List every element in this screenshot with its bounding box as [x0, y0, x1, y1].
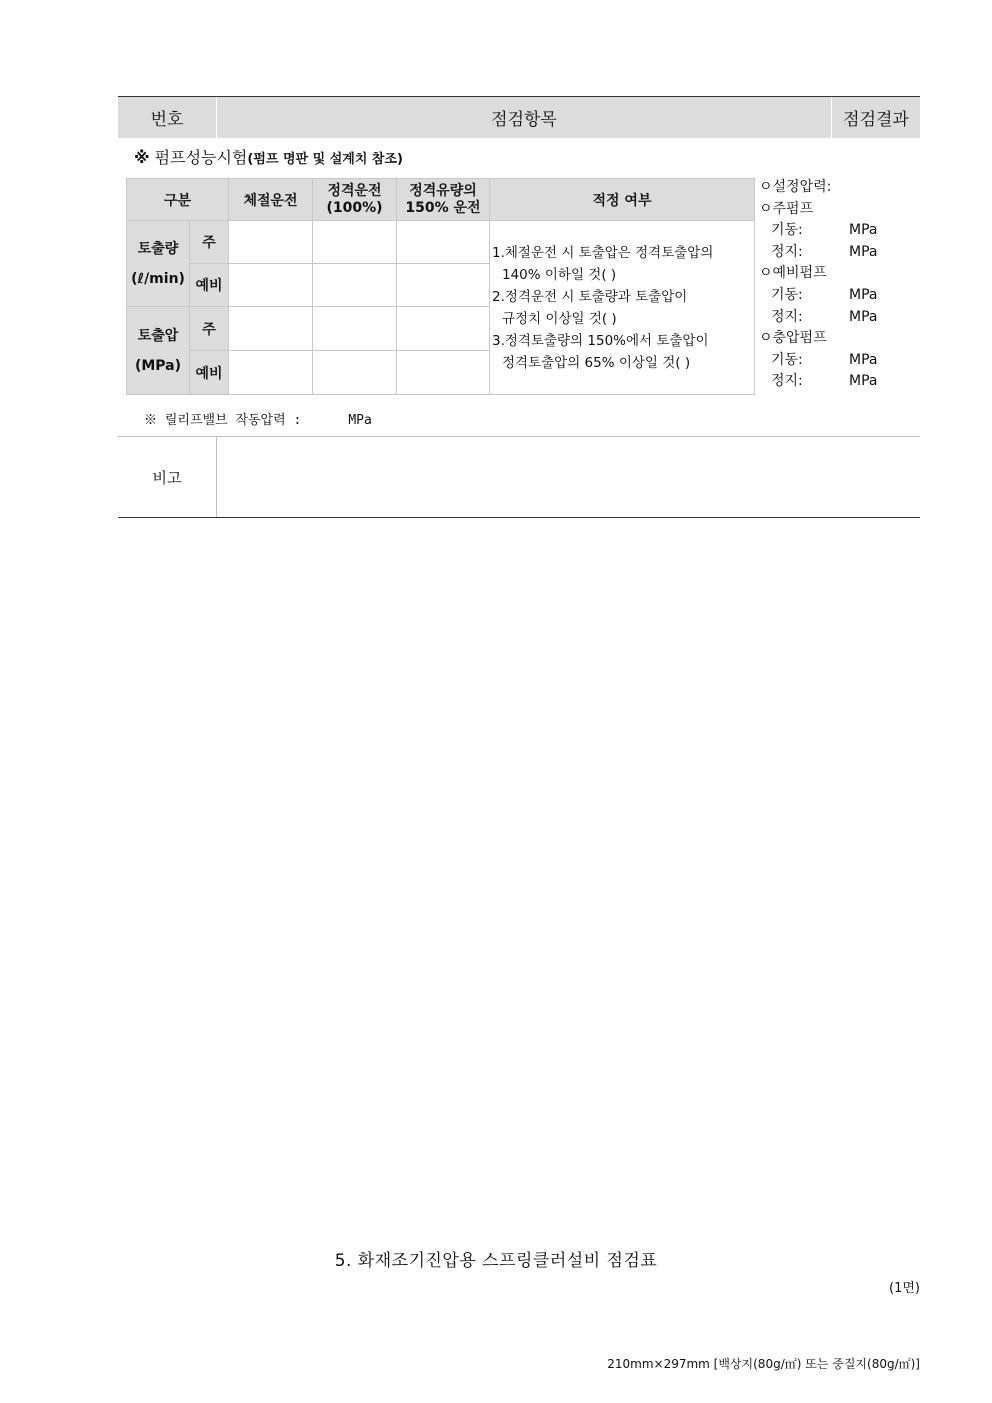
- section-title: [134, 145, 403, 168]
- input-cell-pressure-spare-rated[interactable]: [313, 351, 397, 395]
- header-number: 번호: [118, 97, 217, 138]
- paper-spec: 210mm×297mm [백상지(80g/㎡) 또는 중질지(80g/㎡)]: [607, 1357, 920, 1371]
- adequacy-criteria: [490, 221, 755, 395]
- section-note: (펌프 명판 및 설계치 참조): [247, 152, 403, 167]
- main-pump-label: ㅇ주펌프: [759, 200, 814, 217]
- remark-row: [118, 436, 920, 518]
- criteria-line: 2.정격운전 시 토출량과 토출압이: [492, 288, 688, 305]
- criteria-line: 140% 이하일 것( ): [502, 266, 617, 283]
- input-cell-flow-main-150[interactable]: [397, 221, 490, 264]
- main-pump-stop: 정지: MPa: [771, 243, 878, 260]
- input-cell-pressure-spare-closed[interactable]: [229, 351, 313, 395]
- input-cell-flow-main-rated[interactable]: [313, 221, 397, 264]
- row-label-discharge-flow: 토출량 (ℓ/min): [127, 221, 190, 307]
- row-label-spare: 예비: [190, 351, 229, 395]
- header-category: 구분: [127, 179, 229, 221]
- checklist-header: [118, 96, 920, 138]
- spare-pump-start: 기동: MPa: [771, 286, 878, 303]
- relief-valve-pressure: [144, 409, 372, 428]
- input-cell-flow-spare-150[interactable]: [397, 264, 490, 307]
- criteria-line: 정격토출압의 65% 이상일 것( ): [502, 354, 691, 371]
- criteria-line: 규정치 이상일 것( ): [502, 310, 617, 327]
- row-label-main: 주: [190, 307, 229, 351]
- page-number: (1면): [889, 1281, 920, 1296]
- input-cell-flow-main-closed[interactable]: [229, 221, 313, 264]
- main-pump-start: 기동: MPa: [771, 222, 878, 239]
- header-150-operation: 정격유량의 150% 운전: [397, 179, 490, 221]
- jockey-pump-label: ㅇ충압펌프: [759, 330, 827, 347]
- reference-mark: ※: [134, 148, 150, 167]
- header-check-item: 점검항목: [217, 97, 832, 138]
- input-cell-pressure-spare-150[interactable]: [397, 351, 490, 395]
- header-closed-operation: 체절운전: [229, 179, 313, 221]
- header-rated-operation: 정격운전 (100%): [313, 179, 397, 221]
- relief-valve-label: ※ 릴리프밸브 작동압력 :: [144, 413, 302, 428]
- spare-pump-label: ㅇ예비펌프: [759, 265, 827, 282]
- table-header-row: [127, 179, 755, 221]
- criteria-line: 3.정격토출량의 150%에서 토출압이: [492, 332, 709, 349]
- input-cell-pressure-main-closed[interactable]: [229, 307, 313, 351]
- row-label-main: 주: [190, 221, 229, 264]
- criteria-line: 1.체절운전 시 토출압은 정격토출압의: [492, 244, 714, 261]
- pump-performance-table: [126, 178, 755, 395]
- jockey-pump-start: 기동: MPa: [771, 351, 878, 368]
- input-cell-flow-spare-closed[interactable]: [229, 264, 313, 307]
- input-cell-flow-spare-rated[interactable]: [313, 264, 397, 307]
- remark-label: 비고: [118, 437, 217, 517]
- spare-pump-stop: 정지: MPa: [771, 308, 878, 325]
- header-check-result: 점검결과: [843, 110, 909, 130]
- jockey-pump-stop: 정지: MPa: [771, 373, 878, 390]
- row-label-spare: 예비: [190, 264, 229, 307]
- row-label-discharge-pressure: 토출압 (MPa): [127, 307, 190, 395]
- table-row: [127, 221, 755, 264]
- remark-input[interactable]: [217, 437, 920, 517]
- form-title: 5. 화재조기진압용 스프링클러설비 점검표: [334, 1251, 658, 1271]
- pump-pressure-list: [759, 177, 919, 393]
- relief-valve-unit: MPa: [348, 413, 372, 428]
- input-cell-pressure-main-150[interactable]: [397, 307, 490, 351]
- input-cell-pressure-main-rated[interactable]: [313, 307, 397, 351]
- header-adequacy: 적정 여부: [490, 179, 755, 221]
- section-title-text: 펌프성능시험: [154, 148, 248, 167]
- set-pressure: ㅇ설정압력:: [759, 179, 832, 195]
